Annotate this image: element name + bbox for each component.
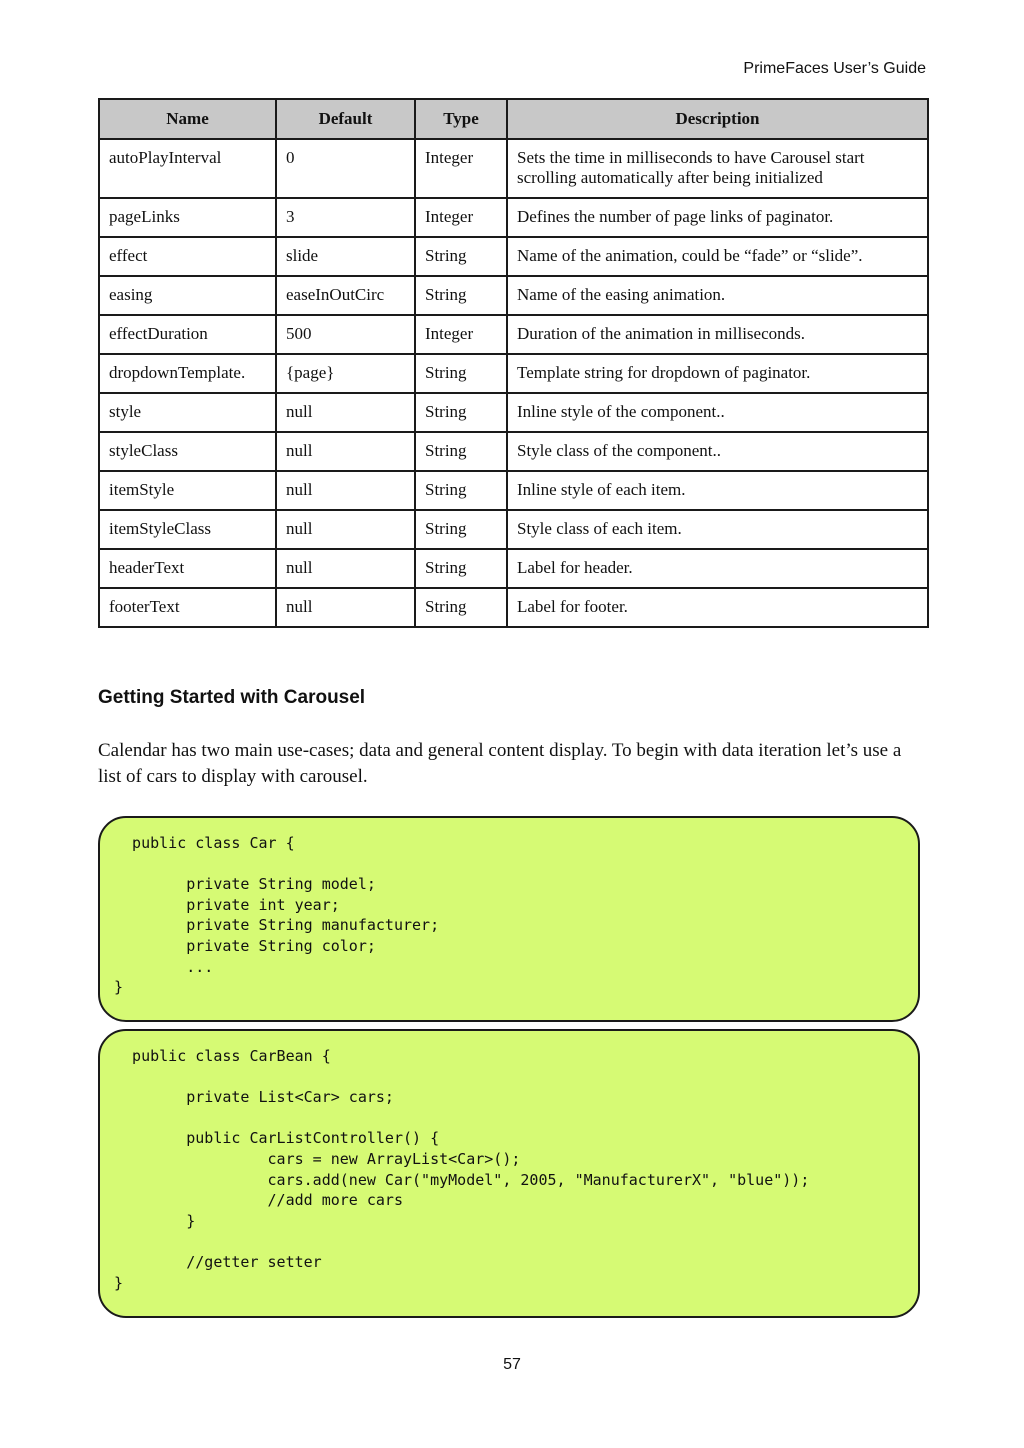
cell-name: headerText (99, 549, 276, 588)
cell-description: Inline style of each item. (507, 471, 928, 510)
table-row (99, 510, 928, 549)
cell-default: null (276, 471, 415, 510)
cell-description: Inline style of the component.. (507, 393, 928, 432)
table-row (99, 432, 928, 471)
cell-default: null (276, 393, 415, 432)
code-text: public class Car { private String model; private int year; private String manufacturer; private String color; ... } (114, 834, 440, 997)
section-heading: Getting Started with Carousel (98, 687, 366, 708)
table-row (99, 276, 928, 315)
cell-description: Label for footer. (507, 588, 928, 627)
cell-name: styleClass (99, 432, 276, 471)
cell-type: Integer (415, 139, 507, 198)
cell-name: effectDuration (99, 315, 276, 354)
cell-name: dropdownTemplate. (99, 354, 276, 393)
cell-description: Style class of each item. (507, 510, 928, 549)
column-header-type: Type (415, 99, 507, 139)
table-row (99, 393, 928, 432)
cell-type: String (415, 471, 507, 510)
code-block-carbean (98, 1029, 920, 1318)
cell-default: 500 (276, 315, 415, 354)
cell-type: String (415, 237, 507, 276)
cell-description: Sets the time in milliseconds to have Carousel start scrolling automatically after being initialized (507, 139, 928, 198)
cell-type: String (415, 549, 507, 588)
cell-name: easing (99, 276, 276, 315)
table-row (99, 198, 928, 237)
table-row (99, 549, 928, 588)
table-header-row (99, 99, 928, 139)
table-row (99, 354, 928, 393)
cell-type: String (415, 432, 507, 471)
cell-name: effect (99, 237, 276, 276)
cell-description: Name of the easing animation. (507, 276, 928, 315)
cell-default: null (276, 510, 415, 549)
cell-description: Defines the number of page links of paginator. (507, 198, 928, 237)
table-row (99, 237, 928, 276)
code-block-car (98, 816, 920, 1022)
cell-type: String (415, 276, 507, 315)
cell-type: String (415, 393, 507, 432)
cell-description: Duration of the animation in milliseconds. (507, 315, 928, 354)
cell-default: 0 (276, 139, 415, 198)
cell-default: slide (276, 237, 415, 276)
intro-paragraph: Calendar has two main use-cases; data and general content display. To begin with data iteration let’s use a list of cars to display with carousel. (98, 740, 902, 787)
attributes-table (98, 98, 929, 628)
cell-name: itemStyle (99, 471, 276, 510)
table-row (99, 139, 928, 198)
code-text: public class CarBean { private List<Car> cars; public CarListController() { cars = new ArrayList<Car>(); cars.add(new Car("myModel", 2005, "ManufacturerX", "blue")); //add more cars } //getter setter } (114, 1047, 810, 1292)
column-header-default: Default (276, 99, 415, 139)
column-header-name: Name (99, 99, 276, 139)
cell-default: easeInOutCirc (276, 276, 415, 315)
cell-name: pageLinks (99, 198, 276, 237)
cell-type: Integer (415, 315, 507, 354)
cell-type: String (415, 354, 507, 393)
table-row (99, 588, 928, 627)
cell-name: footerText (99, 588, 276, 627)
cell-description: Label for header. (507, 549, 928, 588)
cell-name: style (99, 393, 276, 432)
cell-name: autoPlayInterval (99, 139, 276, 198)
cell-description: Template string for dropdown of paginator. (507, 354, 928, 393)
column-header-description: Description (507, 99, 928, 139)
cell-type: Integer (415, 198, 507, 237)
cell-default: {page} (276, 354, 415, 393)
cell-default: null (276, 432, 415, 471)
cell-name: itemStyleClass (99, 510, 276, 549)
cell-default: 3 (276, 198, 415, 237)
page-number: 57 (503, 1356, 521, 1373)
cell-description: Style class of the component.. (507, 432, 928, 471)
running-header: PrimeFaces User’s Guide (743, 60, 926, 77)
cell-type: String (415, 588, 507, 627)
cell-default: null (276, 549, 415, 588)
cell-default: null (276, 588, 415, 627)
table-row (99, 315, 928, 354)
table-row (99, 471, 928, 510)
cell-type: String (415, 510, 507, 549)
cell-description: Name of the animation, could be “fade” or “slide”. (507, 237, 928, 276)
